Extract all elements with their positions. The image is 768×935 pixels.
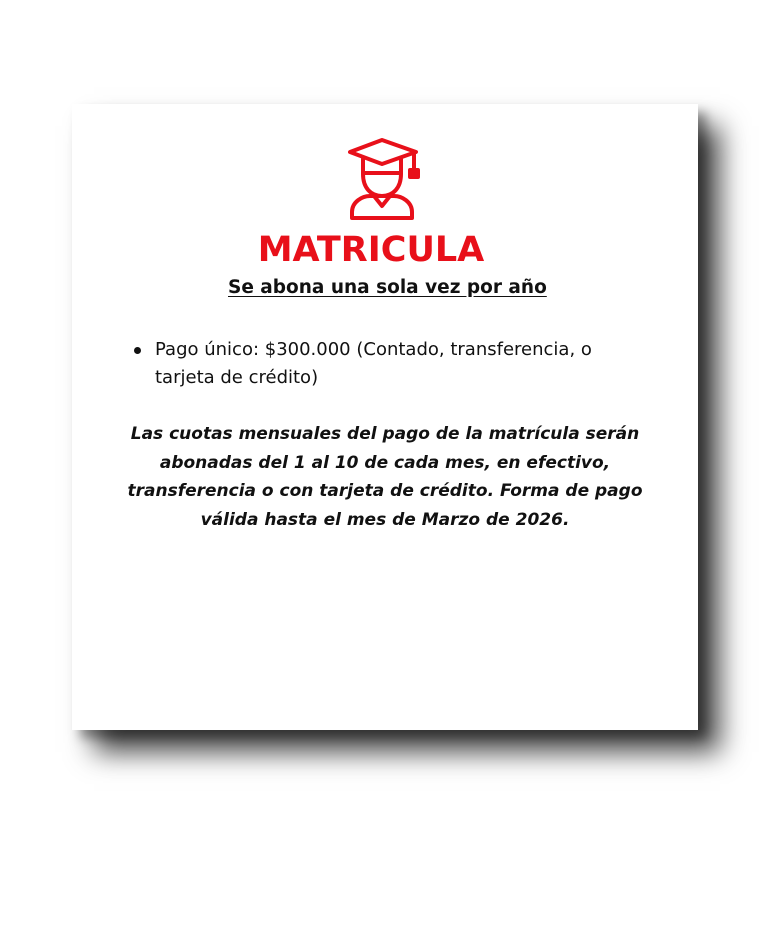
graduate-student-icon — [348, 136, 424, 220]
list-item — [132, 336, 652, 392]
info-card — [72, 104, 698, 730]
list-item-text: Pago único: $300.000 (Contado, transferencia, o tarjeta de crédito) — [155, 339, 592, 388]
bullet-icon — [134, 347, 141, 354]
card-subtitle: Se abona una sola vez por año — [228, 277, 547, 298]
payment-options-list — [132, 336, 652, 392]
card-title: MATRICULA — [257, 230, 485, 270]
payment-note: Las cuotas mensuales del pago de la matrícula serán abonadas del 1 al 10 de cada mes, en efectivo, transferencia o con tarjeta de crédito. Forma de pago válida hasta el mes de Marzo de 2026. — [127, 424, 643, 530]
